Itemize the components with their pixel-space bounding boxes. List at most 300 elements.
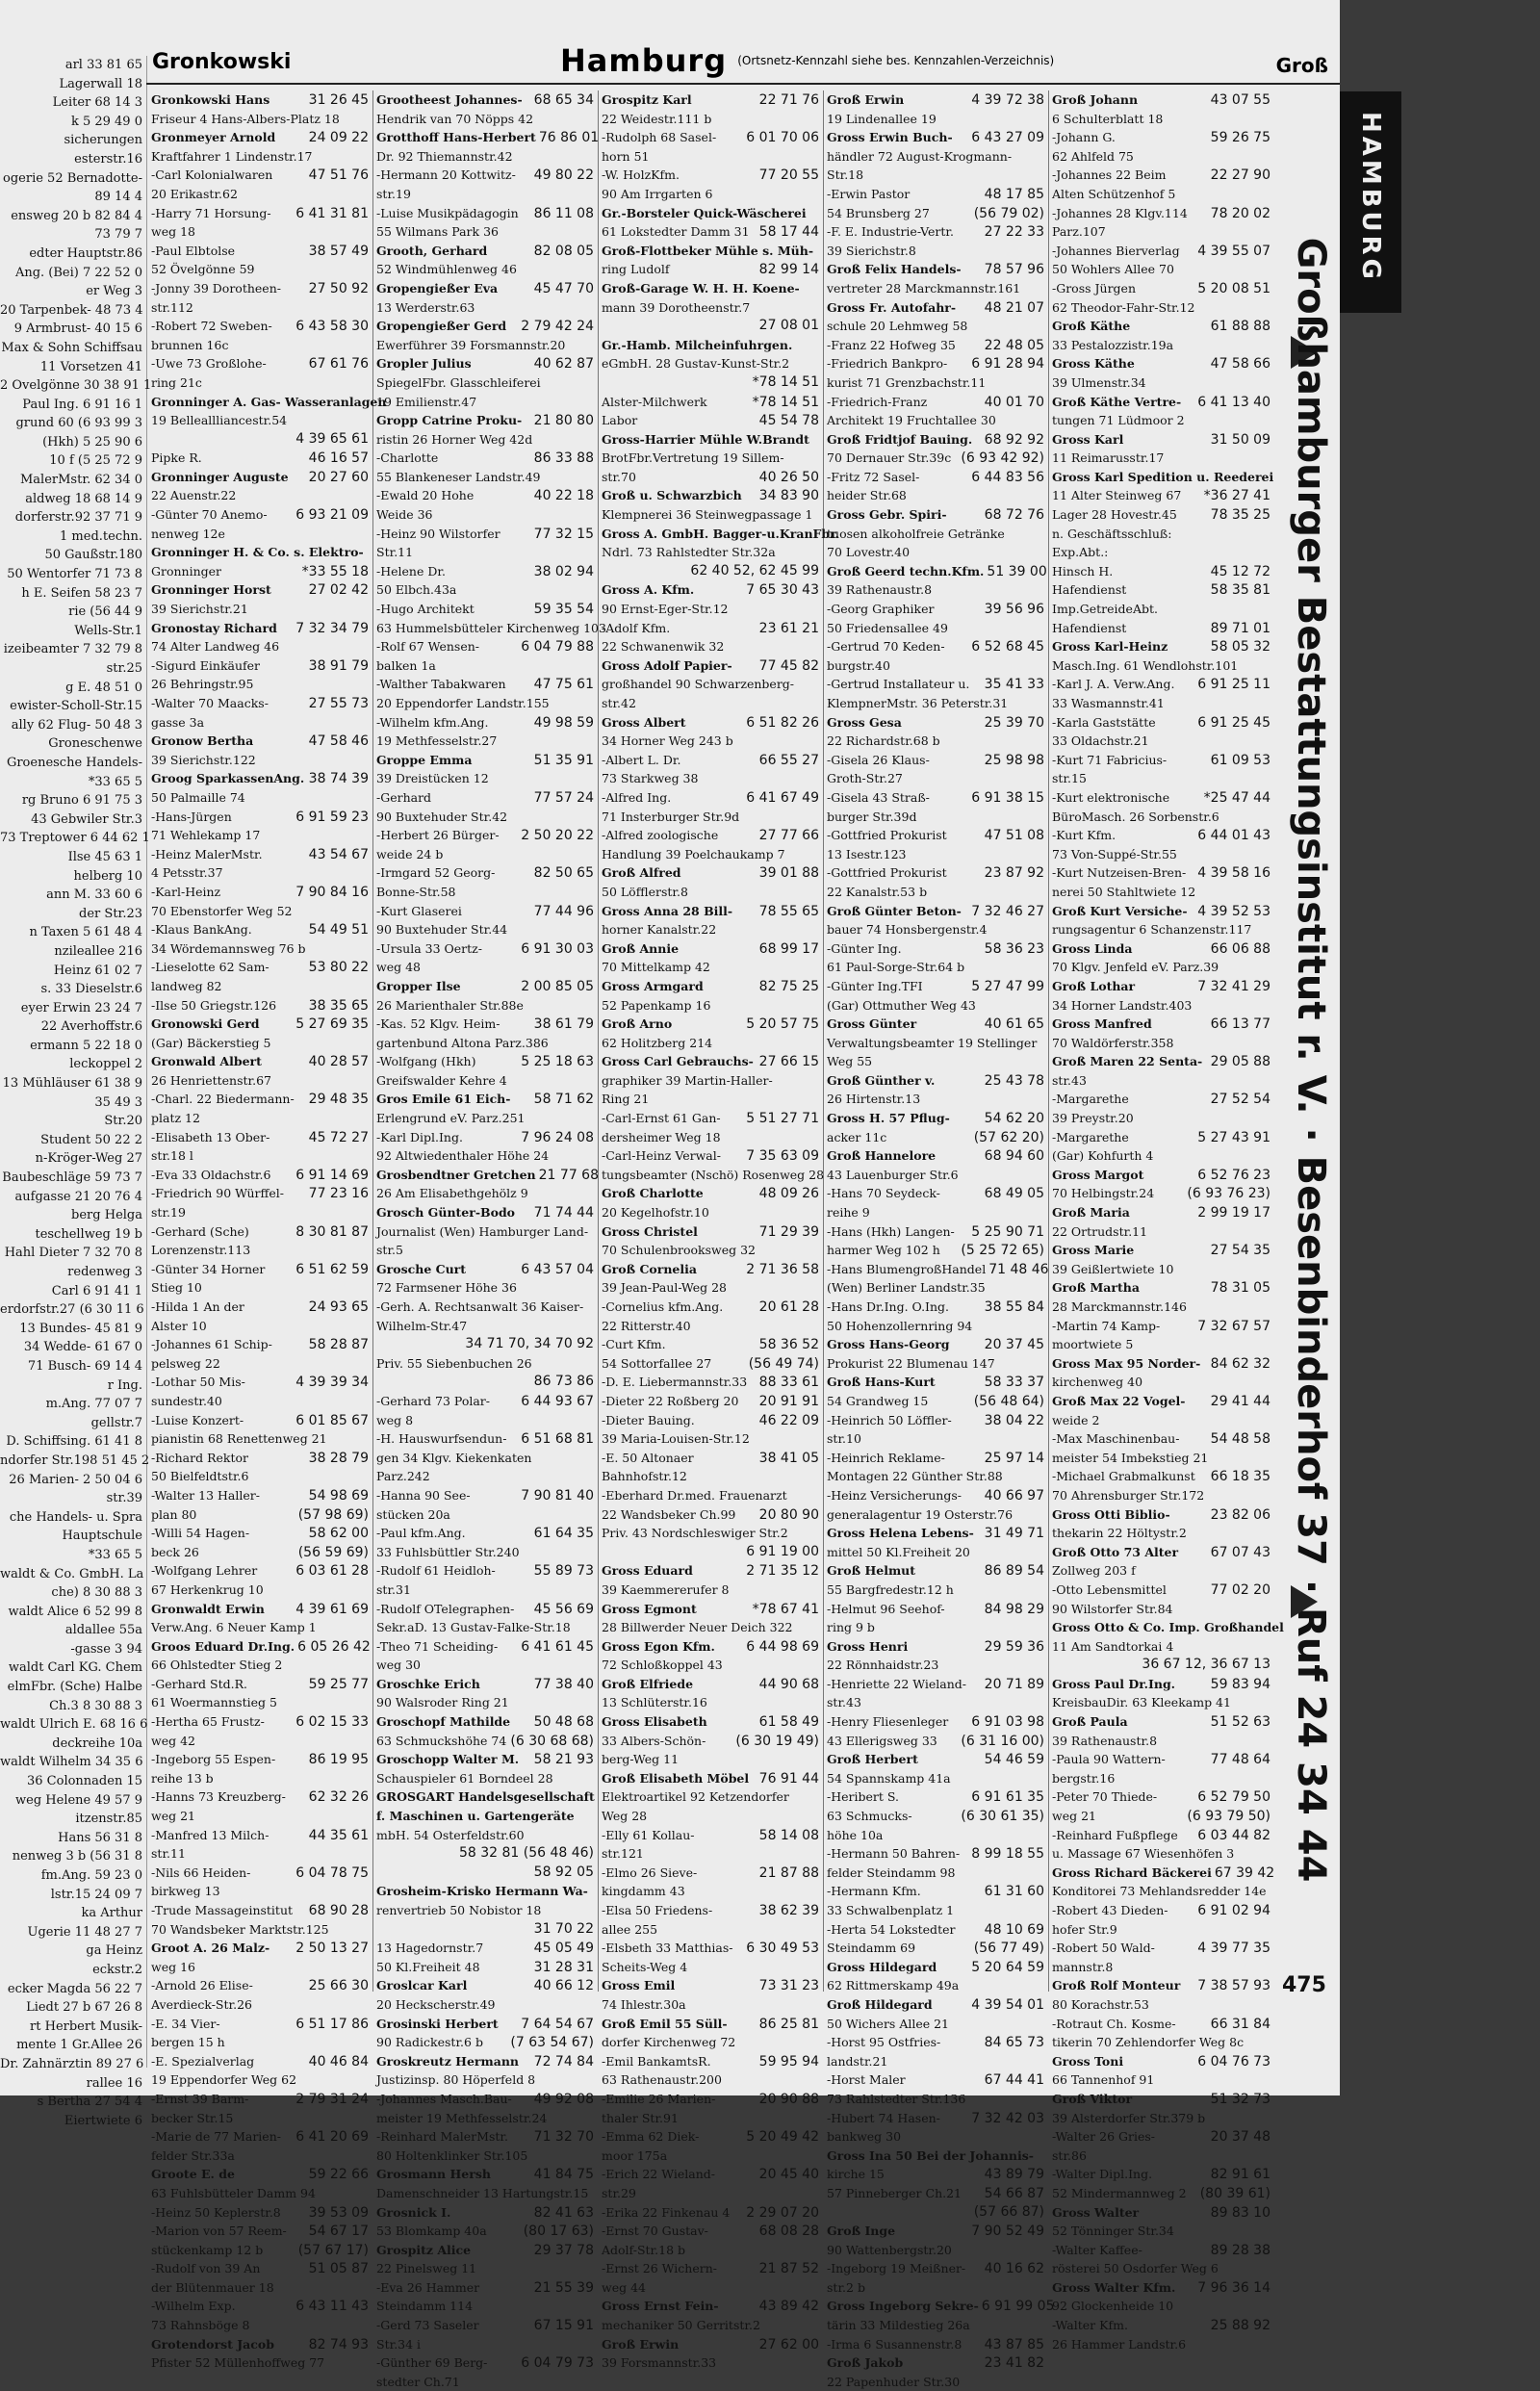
entry-phone: 27 50 92 (308, 280, 369, 296)
directory-entry (602, 2070, 819, 2090)
directory-entry (827, 1901, 1044, 1920)
directory-entry (827, 1920, 1044, 1940)
entry-name: -Gerh. A. Rechtsanwalt 36 Kaiser- (376, 1299, 584, 1314)
directory-entry (1052, 1543, 1270, 1562)
entry-name: bergstr.16 (1052, 1770, 1116, 1786)
directory-entry (151, 1637, 369, 1657)
entry-phone: 23 41 82 (984, 2355, 1044, 2372)
directory-entry (151, 242, 369, 261)
entry-phone: 27 62 00 (758, 2336, 819, 2352)
directory-entry (602, 958, 819, 977)
entry-name: -Ingeborg 19 Meißner- (827, 2261, 966, 2276)
entry-phone: 2 71 36 58 (746, 1261, 819, 1277)
entry-phone: 38 02 94 (533, 563, 594, 579)
entry-name: 20 Erikastr.62 (151, 186, 238, 201)
entry-phone: 40 26 50 (758, 469, 819, 485)
prev-page-line: 11 Vorsetzen 41 (39, 359, 142, 374)
entry-name: 73 Rahnsböge 8 (151, 2318, 250, 2333)
directory-entry (1052, 317, 1270, 336)
entry-phone: 29 59 36 (984, 1638, 1044, 1655)
entry-name: -Alfred zoologische (602, 828, 719, 843)
directory-entry (1052, 920, 1270, 939)
directory-entry (602, 1317, 819, 1336)
prev-page-line: helberg 10 (73, 868, 142, 884)
entry-phone: 6 01 70 06 (746, 130, 819, 146)
prev-page-line: aldweg 18 68 14 9 (25, 491, 142, 506)
entry-name: f. Maschinen u. Gartengeräte (376, 1809, 575, 1824)
directory-entry (827, 147, 1044, 167)
entry-name: Groß Inge (827, 2224, 896, 2239)
entry-phone: 66 06 88 (1210, 940, 1270, 957)
directory-entry (827, 1354, 1044, 1374)
entry-phone: 78 57 96 (984, 262, 1044, 278)
directory-entry (827, 713, 1044, 733)
directory-entry (151, 2241, 369, 2260)
directory-entry (602, 694, 819, 713)
entry-phone: 6 91 25 45 (1197, 714, 1270, 731)
header-city-block (560, 42, 1054, 79)
directory-entry (376, 1467, 594, 1486)
entry-name: -Heinz MalerMstr. (151, 846, 263, 861)
entry-name: großhandel 90 Schwarzenberg- (602, 677, 795, 692)
entry-phone: 21 80 80 (533, 413, 594, 429)
entry-phone: 6 03 44 82 (1197, 1827, 1270, 1843)
directory-entry (151, 2222, 369, 2241)
entry-name: str.2 b (827, 2279, 865, 2295)
directory-entry (602, 826, 819, 845)
entry-name: 74 Ihlestr.30a (602, 1996, 686, 2012)
directory-entry (376, 1373, 594, 1392)
entry-name: -Hermann Kfm. (827, 1884, 921, 1899)
entry-name: Steindamm 114 (376, 2299, 474, 2314)
directory-entry (1052, 1656, 1270, 1675)
entry-name: 57 Pinneberger Ch.21 (827, 2185, 962, 2200)
entry-name: der Blütenmauer 18 (151, 2279, 274, 2295)
entry-phone: 82 91 61 (1210, 2167, 1270, 2183)
entry-name: -Franz 22 Hofweg 35 (827, 337, 956, 352)
directory-entry (827, 1128, 1044, 1147)
entry-name: 28 Billwerder Neuer Deich 322 (602, 1620, 793, 1635)
entry-name: weg 21 (151, 1809, 195, 1824)
entry-name: 26 Marienthaler Str.88e (376, 997, 524, 1013)
entry-name: Greifswalder Kehre 4 (376, 1072, 507, 1088)
prev-page-line: gellstr.7 (90, 1415, 142, 1430)
entry-phone: 86 73 86 (533, 1374, 594, 1390)
entry-phone: 59 35 54 (533, 602, 594, 618)
directory-entry (1052, 996, 1270, 1016)
entry-name: becker Str.15 (151, 2110, 234, 2125)
entry-phone: 68 94 60 (984, 1148, 1044, 1165)
entry-phone: 54 62 20 (984, 1111, 1044, 1127)
entry-phone: 77 20 55 (758, 167, 819, 184)
entry-phone: 68 49 05 (984, 1186, 1044, 1202)
entry-phone: 47 75 61 (533, 677, 594, 693)
directory-entry (151, 1467, 369, 1486)
directory-entry (376, 713, 594, 733)
entry-name: -Kurt 71 Fabricius- (1052, 752, 1168, 767)
entry-name: felder Steindamm 98 (827, 1864, 956, 1880)
directory-entry (602, 600, 819, 619)
entry-name: -Heinrich Reklame- (827, 1450, 945, 1465)
directory-entry (827, 2127, 1044, 2147)
directory-entry (376, 1222, 594, 1242)
directory-entry (151, 1109, 369, 1128)
directory-entry (151, 920, 369, 939)
entry-name: Grooth, Gerhard (376, 243, 488, 258)
directory-entry (151, 769, 369, 788)
directory-entry (602, 1241, 819, 1260)
directory-entry (376, 204, 594, 223)
entry-phone: 25 39 70 (984, 714, 1044, 731)
entry-name: Groß Jakob (827, 2355, 904, 2371)
directory-entry (602, 1712, 819, 1732)
directory-entry (602, 468, 819, 487)
entry-phone: 29 37 78 (533, 2242, 594, 2258)
directory-entry (827, 1166, 1044, 1185)
entry-name: 33 Oldachstr.21 (1052, 733, 1149, 749)
entry-name: -Paul kfm.Ang. (376, 1526, 466, 1541)
entry-name: rösterei 50 Osdorfer Weg 6 (1052, 2261, 1219, 2276)
directory-entry (827, 1486, 1044, 1505)
entry-name: 20 Heckscherstr.49 (376, 1996, 496, 2012)
directory-entry (376, 1882, 594, 1901)
entry-name: weide 2 (1052, 1412, 1100, 1427)
entry-name: Groß Erwin (602, 2336, 680, 2352)
entry-name: nerei 50 Stahltwiete 12 (1052, 884, 1196, 899)
entry-name: -Marie de 77 Marien- (151, 2129, 281, 2145)
prev-page-line: rg Bruno 6 91 75 3 (21, 793, 142, 809)
entry-phone: (56 77 49) (973, 1941, 1044, 1957)
entry-name: weg 44 (602, 2279, 646, 2295)
directory-entry (602, 1429, 819, 1449)
directory-entry (376, 2278, 594, 2298)
entry-name: SpiegelFbr. Glasschleiferei (376, 374, 541, 390)
entry-name: allee 255 (602, 1921, 658, 1937)
entry-phone: *25 47 44 (1203, 789, 1270, 806)
directory-entry (151, 732, 369, 751)
prev-page-line: itzenstr.85 (75, 1812, 142, 1827)
entry-name: -Gerd 73 Saseler (376, 2318, 479, 2333)
entry-name: -Erwin Pastor (827, 186, 911, 201)
entry-phone: *78 14 51 (752, 394, 819, 410)
directory-entry (827, 600, 1044, 619)
directory-entry (151, 354, 369, 373)
prev-page-line: Carl 6 91 41 1 (51, 1283, 142, 1298)
entry-name: str.29 (602, 2185, 636, 2200)
entry-name: Str.18 (827, 167, 864, 183)
entry-name: -Walter 70 Maacks- (151, 696, 269, 710)
entry-phone: 58 92 05 (533, 1864, 594, 1880)
directory-entry (1052, 260, 1270, 279)
directory-entry (827, 1882, 1044, 1901)
entry-name: Groß Kurt Versiche- (1052, 903, 1188, 918)
directory-entry (1052, 2278, 1270, 2298)
directory-entry (1052, 1015, 1270, 1034)
prev-page-line: 2 Ovelgönne 30 38 91 1 (0, 378, 152, 394)
prev-page-line: che Handels- u. Spra (9, 1509, 142, 1525)
entry-name: -Luise Musikpädagogin (376, 205, 519, 220)
directory-entry (376, 1600, 594, 1619)
directory-entry (827, 2052, 1044, 2071)
directory-entry (376, 1034, 594, 1053)
directory-entry (151, 2052, 369, 2071)
entry-name: -Carl Kolonialwaren (151, 167, 273, 183)
directory-entry (602, 1335, 819, 1354)
directory-entry (376, 1184, 594, 1203)
directory-entry (376, 1807, 594, 1826)
directory-entry (376, 788, 594, 808)
entry-phone: 7 35 63 09 (746, 1148, 819, 1165)
entry-phone: 82 99 14 (758, 262, 819, 278)
entry-name: tärin 33 Mildestieg 26a (827, 2318, 970, 2333)
entry-name: dersheimer Weg 18 (602, 1129, 721, 1144)
entry-phone: *33 55 18 (301, 563, 369, 579)
entry-name: Lorenzenstr.113 (151, 1243, 251, 1258)
entry-phone: 84 98 29 (984, 1601, 1044, 1617)
directory-entry (151, 713, 369, 733)
directory-entry (376, 279, 594, 298)
directory-entry (602, 505, 819, 525)
entry-phone: 7 96 24 08 (521, 1129, 594, 1145)
entry-name: -Hugo Architekt (376, 602, 475, 617)
directory-entry (602, 732, 819, 751)
directory-entry (151, 2090, 369, 2109)
directory-entry (602, 1373, 819, 1392)
entry-name: -Georg Graphiker (827, 602, 935, 617)
prev-page-line: m.Ang. 77 07 7 (45, 1397, 142, 1412)
entry-name: -Reinhard Fußpflege (1052, 1827, 1178, 1842)
entry-name: -Gerhard 73 Polar- (376, 1393, 490, 1408)
entry-phone: 89 83 10 (1210, 2204, 1270, 2221)
entry-name: -Luise Konzert- (151, 1412, 244, 1427)
directory-entry (376, 298, 594, 318)
entry-name: Gross Emil (602, 1978, 676, 1993)
entry-name: Groß Käthe Vertre- (1052, 394, 1182, 409)
directory-entry (1052, 166, 1270, 185)
entry-name: Gr.-Hamb. Milcheinfuhrgen. (602, 337, 793, 352)
directory-entry (1052, 2335, 1270, 2354)
entry-phone: 27 55 73 (308, 696, 369, 711)
entry-phone: 73 31 23 (758, 1978, 819, 1994)
directory-entry (602, 2184, 819, 2203)
entry-name: str.43 (827, 1695, 861, 1710)
entry-name: Grosbendtner Gretchen (376, 1167, 536, 1182)
entry-phone: 58 05 32 (1210, 639, 1270, 656)
entry-name: Gronkowski Hans (151, 92, 270, 107)
directory-entry (602, 920, 819, 939)
entry-name: nenweg 12e (151, 526, 225, 541)
directory-entry (151, 637, 369, 656)
entry-phone: 21 87 88 (758, 1864, 819, 1881)
entry-phone: 6 44 01 43 (1197, 828, 1270, 844)
directory-entry (376, 2109, 594, 2128)
entry-name: -Albert L. Dr. (602, 752, 681, 767)
directory-entry (602, 373, 819, 393)
entry-name: 50 Kl.Freiheit 48 (376, 1959, 480, 1974)
directory-entry (602, 1034, 819, 1053)
entry-name: 34 Wördemannsweg 76 b (151, 940, 306, 956)
entry-name: Steindamm 69 (827, 1941, 916, 1956)
prev-page-line: weg Helene 49 57 9 (15, 1792, 142, 1808)
directory-entry (827, 1826, 1044, 1845)
directory-entry (376, 2241, 594, 2260)
entry-name: Dr. 92 Thiemannstr.42 (376, 148, 513, 164)
directory-entry (376, 1675, 594, 1694)
entry-name: -Karl Dipl.Ing. (376, 1129, 463, 1144)
entry-name: Justizinsp. 80 Höperfeld 8 (376, 2072, 536, 2088)
entry-name: -Paul Elbtolse (151, 243, 236, 258)
directory-entry (602, 185, 819, 204)
entry-name: Groskreutz Hermann (376, 2053, 519, 2069)
header-last-entry: Groß (1275, 54, 1328, 77)
entry-name: Gropengießer Eva (376, 280, 499, 296)
entry-name: mann 39 Dorotheenstr.7 (602, 299, 751, 315)
entry-phone: 5 51 27 71 (746, 1111, 819, 1127)
entry-name: Gross Gesa (827, 714, 902, 730)
entry-phone: 86 19 95 (308, 1752, 369, 1768)
entry-name: Groß Erwin (827, 92, 905, 107)
directory-entry (376, 1015, 594, 1034)
prev-page-line: ka Arthur (81, 1906, 142, 1921)
entry-name: Groß Viktor (1052, 2091, 1133, 2106)
directory-entry (1052, 2109, 1270, 2128)
directory-entry (1052, 1675, 1270, 1694)
entry-name: harmer Weg 102 h (827, 1243, 940, 1258)
entry-name: Gross Marie (1052, 1243, 1135, 1258)
entry-phone: 7 32 34 79 (295, 620, 369, 636)
entry-phone: 6 41 20 69 (295, 2129, 369, 2146)
directory-entry (827, 637, 1044, 656)
prev-page-line: ogerie 52 Bernadotte- (3, 170, 142, 186)
entry-name: 52 Mindermannweg 2 (1052, 2185, 1187, 2200)
entry-phone: 2 99 19 17 (1197, 1205, 1270, 1221)
directory-entry (602, 1222, 819, 1242)
entry-name: 6 Schulterblatt 18 (1052, 111, 1164, 126)
directory-entry (151, 1449, 369, 1468)
entry-name: -Richard Rektor (151, 1450, 248, 1465)
directory-entry (827, 2297, 1055, 2316)
entry-phone: 6 91 38 15 (971, 789, 1044, 806)
entry-phone: 59 26 75 (1210, 130, 1270, 146)
directory-entry (376, 1505, 594, 1525)
entry-name: weide 24 b (376, 846, 444, 861)
entry-phone: 50 48 68 (533, 1714, 594, 1731)
entry-phone: 62 40 52, 62 45 99 (690, 562, 819, 578)
directory-entry (376, 902, 594, 921)
entry-phone: 6 04 76 73 (1197, 2053, 1270, 2070)
directory-entry (151, 1920, 369, 1940)
entry-name: -Hans-Jürgen (151, 809, 232, 824)
entry-phone: 7 38 57 93 (1197, 1978, 1270, 1994)
entry-phone: 86 25 81 (758, 2016, 819, 2032)
entry-name: Gross Anna 28 Bill- (602, 903, 733, 918)
entry-name: Grotthoff Hans-Herbert (376, 130, 536, 145)
directory-entry (151, 1241, 369, 1260)
entry-phone: 31 70 22 (533, 1920, 594, 1937)
entry-phone: 7 32 67 57 (1197, 1318, 1270, 1334)
directory-entry (376, 393, 594, 412)
entry-name: -Margarethe (1052, 1129, 1129, 1144)
directory-entry (151, 675, 369, 694)
entry-name: weg 30 (376, 1658, 421, 1673)
directory-entry (827, 1543, 1044, 1562)
entry-phone: 27 54 35 (1210, 1243, 1270, 1259)
directory-entry (1052, 2184, 1270, 2203)
entry-phone: 77 38 40 (533, 1676, 594, 1692)
entry-phone: 55 89 73 (533, 1563, 594, 1580)
entry-name: ristin 26 Horner Weg 42d (376, 431, 533, 447)
entry-name: -Emil BankamtsR. (602, 2053, 711, 2069)
entry-name: Groß Alfred (602, 865, 681, 881)
directory-entry (602, 1524, 819, 1543)
directory-entry (1052, 939, 1270, 959)
entry-name: tungsbeamter (Nschö) Rosenweg 28 (602, 1167, 825, 1182)
directory-entry (602, 656, 819, 676)
directory-entry (1052, 808, 1270, 827)
entry-name: meister 19 Methfesselstr.24 (376, 2110, 548, 2125)
entry-name: Zollweg 203 f (1052, 1563, 1136, 1579)
entry-phone: 77 23 16 (308, 1186, 369, 1202)
directory-entry (376, 1618, 594, 1637)
directory-entry (1052, 619, 1270, 638)
entry-phone: 25 88 92 (1210, 2318, 1270, 2334)
directory-entry (1052, 1561, 1270, 1581)
entry-name: 19 Eppendorfer Weg 62 (151, 2072, 297, 2088)
entry-name: -Heinrich 50 Löffler- (827, 1412, 952, 1427)
directory-entry (602, 1278, 819, 1298)
directory-entry (151, 486, 369, 505)
entry-name: 70 Waldörferstr.358 (1052, 1035, 1174, 1050)
directory-entry (151, 1524, 369, 1543)
entry-name: -Klaus BankAng. (151, 922, 252, 938)
entry-name: Gronow Bertha (151, 733, 254, 749)
entry-name: Gronninger Auguste (151, 469, 289, 484)
prev-page-line: teschellweg 19 b (35, 1226, 142, 1242)
entry-phone: 86 33 88 (533, 450, 594, 467)
directory-entry (602, 637, 819, 656)
directory-entry (376, 1486, 594, 1505)
directory-entry (827, 920, 1044, 939)
directory-entry (602, 1920, 819, 1940)
entry-phone: 68 92 92 (984, 431, 1044, 448)
directory-entry (827, 996, 1044, 1016)
prev-page-line: Wells-Str.1 (74, 623, 142, 638)
directory-entry (1052, 580, 1270, 600)
directory-entry (151, 1864, 369, 1883)
directory-entry (602, 1146, 819, 1166)
prev-page-line: 9 Armbrust- 40 15 6 (13, 321, 142, 337)
entry-phone: 40 66 12 (533, 1978, 594, 1994)
directory-entry (376, 1732, 594, 1751)
directory-entry (827, 1015, 1044, 1034)
entry-phone: *78 67 41 (752, 1601, 819, 1617)
directory-entry (376, 1298, 594, 1317)
directory-column (1049, 90, 1284, 2352)
directory-entry (827, 2184, 1044, 2203)
directory-entry (1052, 1411, 1270, 1430)
entry-name: -Friedrich 90 Würffel- (151, 1186, 285, 1201)
directory-entry (602, 1203, 819, 1222)
directory-entry (151, 1769, 369, 1788)
entry-name: -Walter Kfm. (1052, 2318, 1128, 2333)
directory-entry (151, 939, 369, 959)
directory-entry (602, 580, 819, 600)
entry-phone: 2 50 13 27 (295, 1941, 369, 1957)
entry-phone: 71 32 70 (533, 2129, 594, 2146)
directory-entry (376, 619, 606, 638)
entry-name: Grosheim-Krisko Hermann Wa- (376, 1884, 588, 1899)
directory-entry (1052, 1335, 1270, 1354)
